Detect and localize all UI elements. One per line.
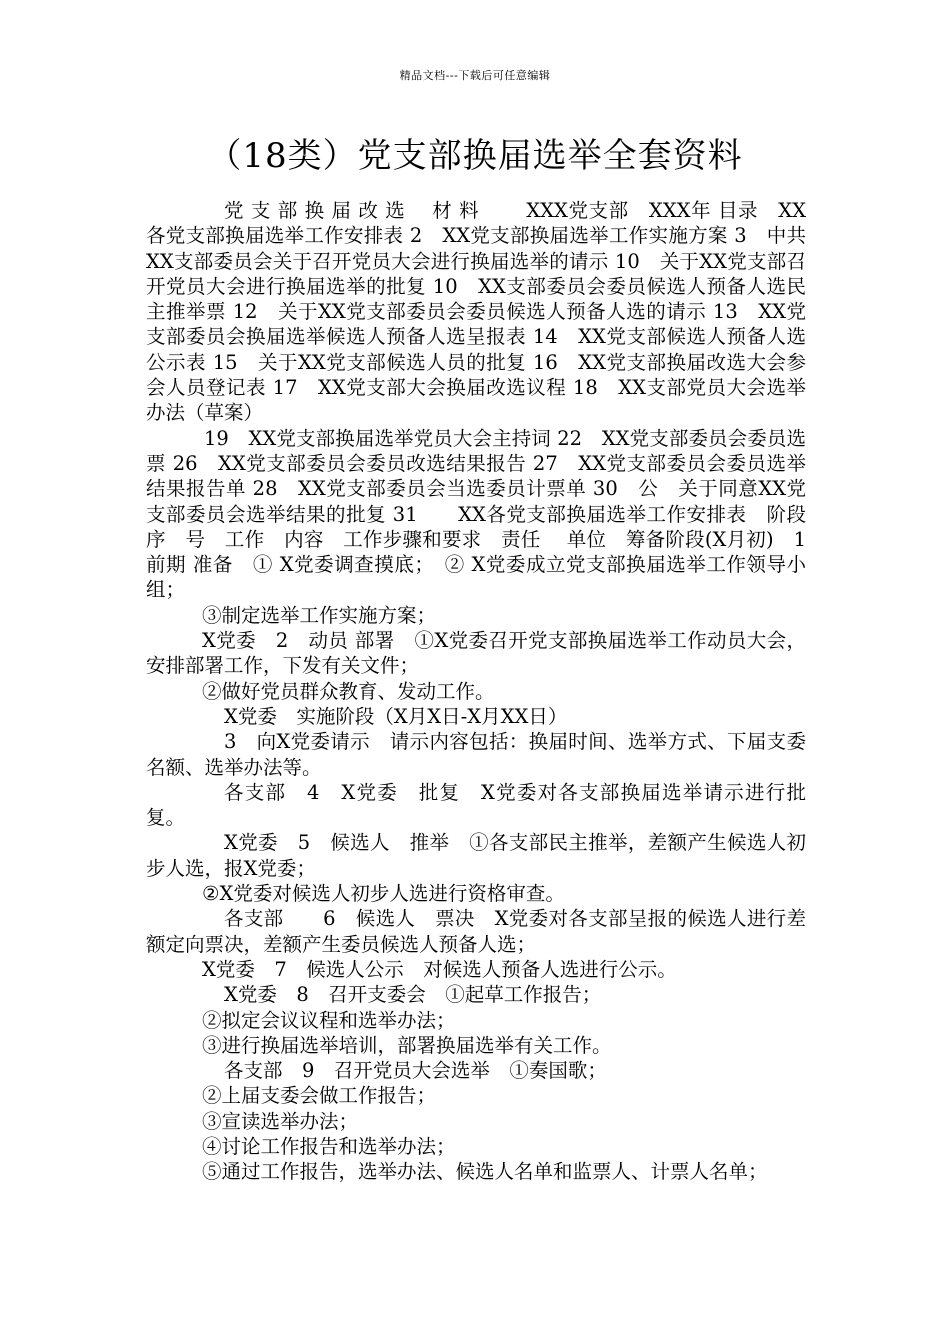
body-paragraph: ②拟定会议议程和选举办法；: [202, 1008, 456, 1032]
document-body: [146, 198, 826, 1185]
body-paragraph: 各支部 9 召开党员大会选举 ①奏国歌；: [224, 1059, 607, 1083]
body-paragraph: ②做好党员群众教育、发动工作。: [202, 679, 495, 703]
body-paragraph: X党委 5 候选人 推举 ①各支部民主推举，差额产生候选人初步人选，报X党委；: [146, 831, 806, 880]
body-paragraph: 3 向X党委请示 请示内容包括：换届时间、选举方式、下届支委名额、选举办法等。: [146, 730, 806, 779]
document-title: （18类）党支部换届选举全套资料: [207, 136, 743, 176]
body-paragraph: X党委 8 召开支委会 ①起草工作报告；: [224, 983, 602, 1007]
header-note: 精品文档---下载后可任意编辑: [399, 69, 551, 82]
body-paragraph: ②X党委对候选人初步人选进行资格审查。: [202, 882, 565, 906]
body-paragraph: X党委 7 候选人公示 对候选人预备人选进行公示。: [202, 957, 677, 981]
body-paragraph: ③宣读选举办法；: [202, 1109, 359, 1133]
body-paragraph: 各支部 4 X党委 批复 X党委对各支部换届选举请示进行批复。: [146, 780, 806, 830]
body-paragraph: 19 XX党支部换届选举党员大会主持词 22 XX党支部委员会委员选票 26 XX党支部委员会委员改选结果报告 27 XX党支部委员会委员选举结果报告单 28 XX党支部委员会当选委员计票单 30 公 关于同意XX党支部委员会选举结果的批复 31 XX各党支部换届选举工作安排表 阶段 序 号 工作 内容 工作步骤和要求 责任 单位 筹备阶段(X月初) 1 前期 准备 ① X党委调查摸底； ② X党委成立党支部换届选举工作领导小组；: [146, 426, 826, 602]
body-paragraph: X党委 实施阶段（X月X日-X月XX日）: [224, 704, 568, 728]
body-paragraph: ③进行换届选举培训，部署换届选举有关工作。: [202, 1033, 612, 1057]
body-paragraph: 党 支 部 换 届 改 选 材 料 XXX党支部 XXX年 目录 XX各党支部换届选举工作安排表 2 XX党支部换届选举工作实施方案 3 中共XX支部委员会关于召开党员大会进行换届选举的请示 10 关于XX党支部召开党员大会进行换届选举的批复 10 XX支部委员会委员候选人预备人选民主推举票 12 关于XX党支部委员会委员候选人预备人选的请示 13 XX党支部委员会换届选举候选人预备人选呈报表 14 XX党支部候选人预备人选公示表 15 关于XX党支部候选人员的批复 16 XX党支部换届改选大会参会人员登记表 17 XX党支部大会换届改选议程 18 XX支部党员大会选举办法（草案）: [146, 199, 806, 425]
body-paragraph: ③制定选举工作实施方案；: [202, 603, 437, 627]
body-paragraph: X党委 2 动员 部署 ①X党委召开党支部换届选举工作动员大会，安排部署工作，下发有关文件；: [146, 629, 806, 678]
body-paragraph: ④讨论工作报告和选举办法；: [202, 1134, 456, 1158]
body-paragraph: ②上届支委会做工作报告；: [202, 1084, 437, 1108]
body-paragraph: 各支部 6 候选人 票决 X党委对各支部呈报的候选人进行差额定向票决，差额产生委员候选人预备人选；: [146, 907, 806, 956]
body-paragraph: ⑤通过工作报告，选举办法、候选人名单和监票人、计票人名单；: [202, 1160, 768, 1184]
